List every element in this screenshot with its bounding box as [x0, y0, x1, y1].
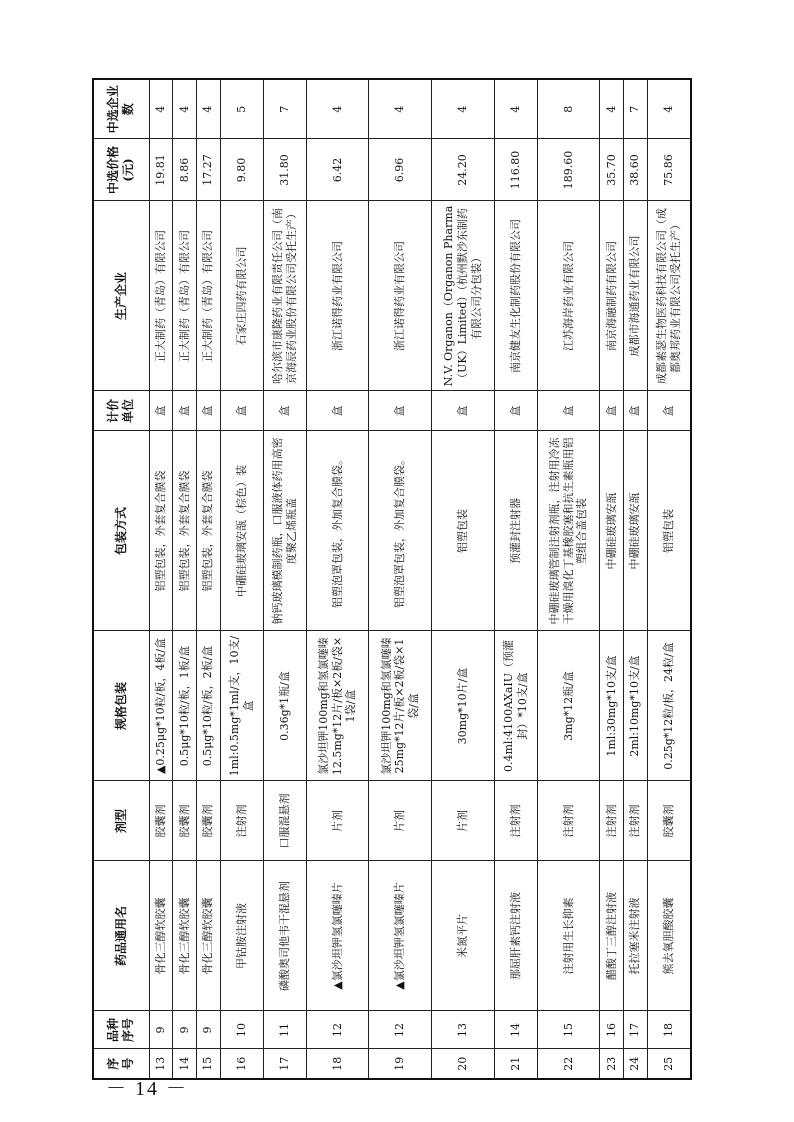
cell-cnt: 4 — [431, 79, 494, 139]
cell-spec: 氯沙坦钾100mg和氢氯噻嗪12.5mg*12片/板×2板/袋×1袋/盒 — [306, 631, 369, 781]
cell-mfr: 正大制药（青岛）有限公司 — [196, 201, 220, 391]
rotated-table-container — [92, 80, 692, 1080]
cell-name: 注射用生长抑素 — [537, 861, 600, 1011]
cell-unit: 盒 — [623, 391, 647, 431]
cell-cnt: 4 — [196, 79, 220, 139]
cell-cat: 9 — [149, 1011, 173, 1049]
cell-name: 甲钴胺注射液 — [220, 861, 263, 1011]
cell-cnt: 4 — [494, 79, 537, 139]
cell-price: 6.42 — [306, 139, 369, 201]
cell-form: 口服混悬剂 — [263, 781, 306, 861]
header-mfr: 生产企业 — [93, 201, 149, 391]
table-row — [306, 79, 369, 1079]
cell-mfr: 石家庄四药有限公司 — [220, 201, 263, 391]
table-row — [431, 79, 494, 1079]
procurement-table — [92, 78, 692, 1080]
cell-spec: 0.4ml:4100AXaIU（预灌封）*10支/盒 — [494, 631, 537, 781]
cell-unit: 盒 — [306, 391, 369, 431]
cell-mfr: 南京海融制药有限公司 — [600, 201, 624, 391]
cell-cat: 13 — [431, 1011, 494, 1049]
cell-cnt: 4 — [306, 79, 369, 139]
table-row — [220, 79, 263, 1079]
cell-form: 胶囊剂 — [196, 781, 220, 861]
cell-seq: 14 — [173, 1049, 197, 1079]
header-pack: 包装方式 — [93, 431, 149, 631]
cell-cat: 12 — [369, 1011, 432, 1049]
cell-seq: 18 — [306, 1049, 369, 1079]
cell-form: 注射剂 — [537, 781, 600, 861]
cell-unit: 盒 — [220, 391, 263, 431]
header-cat: 品种序号 — [93, 1011, 149, 1049]
cell-mfr: 正大制药（青岛）有限公司 — [149, 201, 173, 391]
table-row — [494, 79, 537, 1079]
table-row — [623, 79, 647, 1079]
cell-price: 24.20 — [431, 139, 494, 201]
cell-cat: 11 — [263, 1011, 306, 1049]
cell-price: 19.81 — [149, 139, 173, 201]
cell-spec: 1ml:30mg*10支/盒 — [600, 631, 624, 781]
cell-unit: 盒 — [369, 391, 432, 431]
cell-unit: 盒 — [494, 391, 537, 431]
cell-spec: ▲0.25μg*10粒/板，4板/盒 — [149, 631, 173, 781]
cell-price: 9.80 — [220, 139, 263, 201]
cell-name: 骨化三醇软胶囊 — [196, 861, 220, 1011]
cell-cnt: 8 — [537, 79, 600, 139]
cell-pack: 铝塑包装 — [431, 431, 494, 631]
cell-unit: 盒 — [431, 391, 494, 431]
cell-form: 胶囊剂 — [173, 781, 197, 861]
table-row — [263, 79, 306, 1079]
cell-cnt: 4 — [647, 79, 691, 139]
cell-form: 注射剂 — [623, 781, 647, 861]
cell-seq: 20 — [431, 1049, 494, 1079]
table-header-row — [93, 79, 149, 1079]
cell-name: 醋酸丁三醇注射液 — [600, 861, 624, 1011]
cell-name: 磷酸奥司他韦干混悬剂 — [263, 861, 306, 1011]
cell-form: 注射剂 — [600, 781, 624, 861]
cell-form: 片剂 — [306, 781, 369, 861]
cell-cnt: 4 — [369, 79, 432, 139]
cell-name: 熊去氧胆酸胶囊 — [647, 861, 691, 1011]
page-number: － 14 － — [106, 1078, 188, 1100]
cell-price: 17.27 — [196, 139, 220, 201]
cell-price: 8.86 — [173, 139, 197, 201]
header-unit: 计价单位 — [93, 391, 149, 431]
cell-cnt: 5 — [220, 79, 263, 139]
cell-name: ▲氯沙坦钾氢氯噻嗪片 — [306, 861, 369, 1011]
cell-cat: 15 — [537, 1011, 600, 1049]
cell-unit: 盒 — [647, 391, 691, 431]
cell-pack: 中硼硅玻璃安瓿 — [600, 431, 624, 631]
cell-cat: 16 — [600, 1011, 624, 1049]
header-cnt: 中选企业数 — [93, 79, 149, 139]
cell-cnt: 4 — [173, 79, 197, 139]
cell-unit: 盒 — [600, 391, 624, 431]
cell-price: 35.70 — [600, 139, 624, 201]
cell-seq: 15 — [196, 1049, 220, 1079]
cell-form: 胶囊剂 — [149, 781, 173, 861]
cell-cat: 9 — [196, 1011, 220, 1049]
cell-name: 骨化三醇软胶囊 — [173, 861, 197, 1011]
table-row — [196, 79, 220, 1079]
cell-price: 6.96 — [369, 139, 432, 201]
table-body — [149, 79, 691, 1079]
cell-seq: 23 — [600, 1049, 624, 1079]
table-row — [537, 79, 600, 1079]
table-row — [600, 79, 624, 1079]
cell-form: 胶囊剂 — [647, 781, 691, 861]
cell-cnt: 7 — [263, 79, 306, 139]
cell-cat: 18 — [647, 1011, 691, 1049]
table-row — [369, 79, 432, 1079]
cell-form: 片剂 — [431, 781, 494, 861]
cell-seq: 16 — [220, 1049, 263, 1079]
cell-cnt: 7 — [623, 79, 647, 139]
cell-mfr: 浙江诺得药业有限公司 — [306, 201, 369, 391]
cell-seq: 13 — [149, 1049, 173, 1079]
cell-unit: 盒 — [263, 391, 306, 431]
cell-price: 31.80 — [263, 139, 306, 201]
cell-mfr: 南京健友生化制药股份有限公司 — [494, 201, 537, 391]
cell-name: 米氮平片 — [431, 861, 494, 1011]
cell-price: 116.80 — [494, 139, 537, 201]
cell-pack: 铝塑泡罩包装，外加复合膜袋。 — [306, 431, 369, 631]
cell-pack: 铝塑包装，外套复合膜袋 — [173, 431, 197, 631]
cell-mfr: 正大制药（青岛）有限公司 — [173, 201, 197, 391]
cell-mfr: 浙江诺得药业有限公司 — [369, 201, 432, 391]
table-row — [149, 79, 173, 1079]
cell-mfr: 哈尔滨市康隆药业有限责任公司（南京海辰药业股份有限公司受托生产） — [263, 201, 306, 391]
cell-cat: 17 — [623, 1011, 647, 1049]
cell-spec: 0.5μg*10粒/板，2板/盒 — [196, 631, 220, 781]
cell-pack: 中硼硅玻璃安瓿（棕色）装 — [220, 431, 263, 631]
cell-form: 片剂 — [369, 781, 432, 861]
cell-spec: 30mg*10片/盒 — [431, 631, 494, 781]
cell-seq: 17 — [263, 1049, 306, 1079]
cell-form: 注射剂 — [494, 781, 537, 861]
cell-name: 骨化三醇软胶囊 — [149, 861, 173, 1011]
header-spec: 规格包装 — [93, 631, 149, 781]
header-price: 中选价格(元) — [93, 139, 149, 201]
cell-form: 注射剂 — [220, 781, 263, 861]
cell-seq: 22 — [537, 1049, 600, 1079]
cell-mfr: 成都素瑟生物医药科技有限公司（成都奥邦药业有限公司受托生产） — [647, 201, 691, 391]
cell-pack: 预灌封注射器 — [494, 431, 537, 631]
table-row — [647, 79, 691, 1079]
cell-cat: 12 — [306, 1011, 369, 1049]
cell-price: 189.60 — [537, 139, 600, 201]
cell-name: 托拉塞米注射液 — [623, 861, 647, 1011]
cell-pack: 中硼硅玻璃管制注射剂瓶，注射用冷冻干燥用溴化丁基橡胶塞和抗生素瓶用铝塑组合盖包装 — [537, 431, 600, 631]
cell-price: 75.86 — [647, 139, 691, 201]
cell-mfr: 江苏海岸药业有限公司 — [537, 201, 600, 391]
cell-unit: 盒 — [173, 391, 197, 431]
cell-pack: 中硼硅玻璃安瓿 — [623, 431, 647, 631]
cell-spec: 氯沙坦钾100mg和氢氯噻嗪25mg*12片/板×2板/袋×1袋/盒 — [369, 631, 432, 781]
cell-unit: 盒 — [196, 391, 220, 431]
cell-pack: 铝塑包装，外套复合膜袋 — [149, 431, 173, 631]
cell-pack: 钠钙玻璃模制药瓶，口服液体药用高密度聚乙烯瓶盖 — [263, 431, 306, 631]
cell-seq: 25 — [647, 1049, 691, 1079]
cell-name: 那屈肝素钙注射液 — [494, 861, 537, 1011]
cell-cnt: 4 — [149, 79, 173, 139]
cell-name: ▲氯沙坦钾氢氯噻嗪片 — [369, 861, 432, 1011]
cell-price: 38.60 — [623, 139, 647, 201]
cell-spec: 1ml:0.5mg*1ml/支，10支/盒 — [220, 631, 263, 781]
cell-cat: 14 — [494, 1011, 537, 1049]
cell-mfr: N.V. Organon（Organon Pharma（UK）Limited）（杭州默沙东制药有限公司分包装） — [431, 201, 494, 391]
table-row — [173, 79, 197, 1079]
cell-spec: 0.36g*1瓶/盒 — [263, 631, 306, 781]
header-seq: 序号 — [93, 1049, 149, 1079]
cell-pack: 铝塑包装 — [647, 431, 691, 631]
cell-unit: 盒 — [537, 391, 600, 431]
cell-cat: 10 — [220, 1011, 263, 1049]
cell-unit: 盒 — [149, 391, 173, 431]
cell-cnt: 4 — [600, 79, 624, 139]
cell-spec: 0.5μg*10粒/板，1板/盒 — [173, 631, 197, 781]
cell-seq: 24 — [623, 1049, 647, 1079]
cell-seq: 21 — [494, 1049, 537, 1079]
cell-seq: 19 — [369, 1049, 432, 1079]
cell-spec: 3mg*12瓶/盒 — [537, 631, 600, 781]
cell-pack: 铝塑泡罩包装，外加复合膜袋。 — [369, 431, 432, 631]
cell-spec: 2ml:10mg*10支/盒 — [623, 631, 647, 781]
header-form: 剂型 — [93, 781, 149, 861]
header-name: 药品通用名 — [93, 861, 149, 1011]
cell-cat: 9 — [173, 1011, 197, 1049]
cell-pack: 铝塑包装，外套复合膜袋 — [196, 431, 220, 631]
cell-spec: 0.25g*12粒/板，24粒/盒 — [647, 631, 691, 781]
cell-mfr: 成都市海通药业有限公司 — [623, 201, 647, 391]
